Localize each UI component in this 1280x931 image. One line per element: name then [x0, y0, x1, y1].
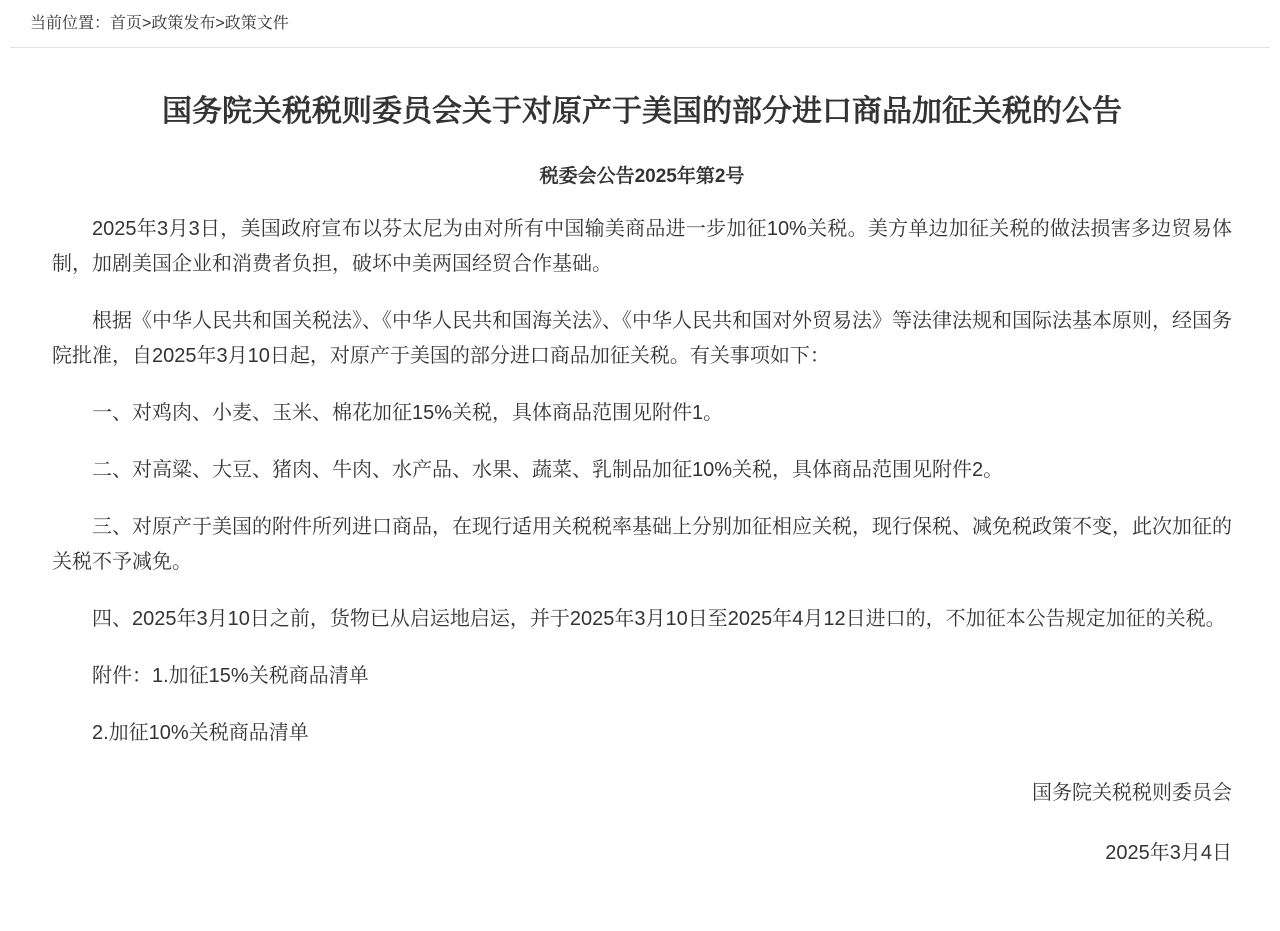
paragraph-intro: 2025年3月3日，美国政府宣布以芬太尼为由对所有中国输美商品进一步加征10%关税。美方单边加征关税的做法损害多边贸易体制，加剧美国企业和消费者负担，破坏中美两国经贸合作基础。 — [52, 218, 1232, 275]
breadcrumb-item-policy-documents[interactable]: 政策文件 — [224, 15, 289, 32]
header-divider — [10, 47, 1270, 48]
issuing-authority: 国务院关税税则委员会 — [1032, 782, 1232, 804]
paragraph-item-4: 四、2025年3月10日之前，货物已从启运地启运，并于2025年3月10日至2025年4月12日进口的，不加征本公告规定加征的关税。 — [92, 608, 1226, 630]
breadcrumb-item-policy-release[interactable]: 政策发布 — [151, 15, 216, 32]
breadcrumb-separator: > — [142, 15, 152, 32]
attachment-link-2[interactable]: 2.加征10%关税商品清单 — [92, 722, 309, 744]
signature-block — [52, 776, 1232, 871]
attachment-link-1[interactable]: 1.加征15%关税商品清单 — [152, 665, 369, 687]
breadcrumb-separator: > — [215, 15, 225, 32]
attachments-label: 附件： — [92, 665, 152, 687]
issue-date: 2025年3月4日 — [1105, 842, 1232, 864]
paragraph-legal-basis: 根据《中华人民共和国关税法》、《中华人民共和国海关法》、《中华人民共和国对外贸易法》等法律法规和国际法基本原则，经国务院批准，自2025年3月10日起，对原产于美国的部分进口商品加征关税。有关事项如下： — [52, 310, 1232, 367]
breadcrumb — [0, 0, 1280, 34]
breadcrumb-label: 当前位置： — [30, 15, 111, 32]
announcement-article — [52, 92, 1232, 871]
attachments-line-2 — [52, 716, 1232, 751]
article-content — [52, 212, 1232, 751]
page-title: 国务院关税税则委员会关于对原产于美国的部分进口商品加征关税的公告 — [162, 95, 1122, 128]
paragraph-item-1: 一、对鸡肉、小麦、玉米、棉花加征15%关税，具体商品范围见附件1。 — [92, 402, 724, 424]
attachments-line-1 — [52, 659, 1232, 694]
breadcrumb-item-home[interactable]: 首页 — [110, 15, 143, 32]
doc-number: 税委会公告2025年第2号 — [539, 166, 745, 187]
paragraph-item-3: 三、对原产于美国的附件所列进口商品，在现行适用关税税率基础上分别加征相应关税，现行保税、减免税政策不变，此次加征的关税不予减免。 — [52, 516, 1232, 573]
paragraph-item-2: 二、对高粱、大豆、猪肉、牛肉、水产品、水果、蔬菜、乳制品加征10%关税，具体商品范围见附件2。 — [92, 459, 1004, 481]
